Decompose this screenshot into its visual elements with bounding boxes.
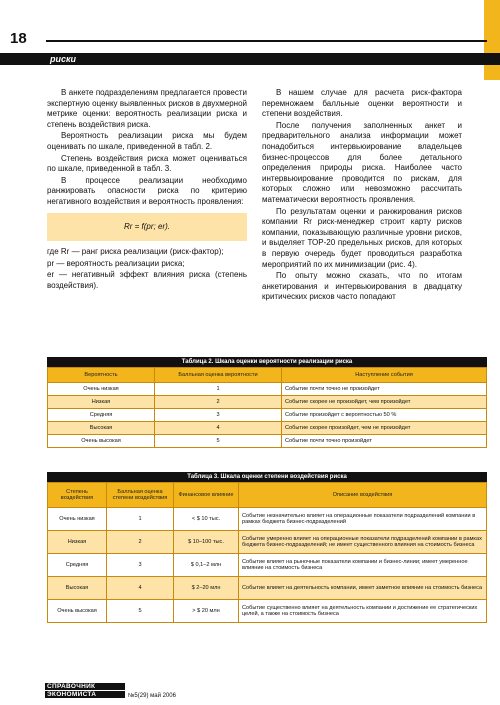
column-header: Вероятность <box>48 368 155 383</box>
table-cell: Очень низкая <box>48 508 107 531</box>
table-cell: Событие почти точно произойдет <box>282 435 487 448</box>
paragraph: По опыту можно сказать, что по итогам анкетирования и интервьюирования в двадцатку критических рисков часто попадают <box>262 271 462 302</box>
impact-scale-table <box>47 472 487 623</box>
table-cell: 4 <box>107 577 174 600</box>
paragraph: Степень воздействия риска может оцениваться по шкале, приведенной в табл. 3. <box>47 153 247 174</box>
table-cell: $ 0,1–2 млн <box>174 554 239 577</box>
column-header: Степень воздействия <box>48 483 107 508</box>
logo-line: СПРАВОЧНИК <box>45 683 125 690</box>
table-cell: 4 <box>155 422 282 435</box>
table-row <box>48 409 487 422</box>
table-row <box>48 422 487 435</box>
table-cell: Событие почти точно не произойдет <box>282 383 487 396</box>
section-label: риски <box>50 54 77 64</box>
table-cell: Высокая <box>48 422 155 435</box>
column-header: Балльная оценка степени воздействия <box>107 483 174 508</box>
table-row <box>48 600 487 623</box>
table-cell: Низкая <box>48 396 155 409</box>
table-cell: Событие существенно влияет на деятельность компании и достижение ее стратегических целей, а также на стоимость бизнеса <box>239 600 487 623</box>
table-header-row <box>48 368 487 383</box>
table-cell: Событие произойдет с вероятностью 50 % <box>282 409 487 422</box>
table-row <box>48 508 487 531</box>
paragraph: В нашем случае для расчета риск-фактора перемножаем балльные оценки вероятности и степени воздействия. <box>262 88 462 119</box>
table-cell: 1 <box>155 383 282 396</box>
table-header-row <box>48 483 487 508</box>
column-header: Финансовое влияние <box>174 483 239 508</box>
paragraph: По результатам оценки и ранжирования рисков компании Rr риск-менеджер строит карту рисков компании, показывающую различные уровни рисков, и выделяет ТОР-20 предельных рисков, для которых в первую очередь будет проводиться разработка мероприятий по их минимизации (рис. 4). <box>262 206 462 269</box>
table-cell: 1 <box>107 508 174 531</box>
table-cell: 2 <box>107 531 174 554</box>
table-row <box>48 554 487 577</box>
table-row <box>48 383 487 396</box>
table-cell: Низкая <box>48 531 107 554</box>
magazine-logo <box>45 683 125 699</box>
section-bar <box>0 53 500 65</box>
formula-box <box>47 213 247 242</box>
table-row <box>48 396 487 409</box>
table-cell: Событие влияет на рыночные показатели компании и бизнес-линии; имеет умеренное влияние на стоимость бизнеса <box>239 554 487 577</box>
table-cell: Очень низкая <box>48 383 155 396</box>
table-cell: Очень высокая <box>48 435 155 448</box>
table-cell: Средняя <box>48 409 155 422</box>
probability-scale-table <box>47 357 487 448</box>
table-cell: Высокая <box>48 577 107 600</box>
table-cell: Событие незначительно влияет на операционные показатели подразделений компании в рамках бюджета бизнес-подразделений <box>239 508 487 531</box>
table-cell: < $ 10 тыс. <box>174 508 239 531</box>
column-header: Наступление события <box>282 368 487 383</box>
table-caption: Таблица 2. Шкала оценки вероятности реализации риска <box>47 357 487 367</box>
table-row <box>48 435 487 448</box>
page-number: 18 <box>10 30 27 47</box>
table-cell: 3 <box>155 409 282 422</box>
definition: где Rr — ранг риска реализации (риск-фактор); <box>47 247 224 257</box>
table-cell: 3 <box>107 554 174 577</box>
table-row <box>48 531 487 554</box>
logo-line: ЭКОНОМИСТА <box>45 691 125 698</box>
table-cell: 5 <box>107 600 174 623</box>
table-cell: 5 <box>155 435 282 448</box>
paragraph: В процессе реализации необходимо ранжировать опасности риска по критерию негативного воздействия и вероятность проявления: <box>47 175 247 206</box>
table-cell: Средняя <box>48 554 107 577</box>
table-cell: $ 10–100 тыс. <box>174 531 239 554</box>
table-cell: Событие скорее не произойдет, чем произойдет <box>282 396 487 409</box>
paragraph: После получения заполненных анкет и предварительного анализа информации может понадобиться интервьюирование владельцев бизнес-процессов для более детального определения природы риска. Наиболее часто интервьюирование проводится по рискам, для которых сложно или невозможно рассчитать математически вероятность проявления. <box>262 120 462 204</box>
table-row <box>48 577 487 600</box>
formula: Rr = f(pr; er). <box>123 221 170 231</box>
left-column <box>47 88 247 293</box>
table-caption: Таблица 3. Шкала оценки степени воздействия риска <box>47 472 487 482</box>
paragraph: В анкете подразделениям предлагается провести экспертную оценку выявленных рисков в двухмерной метрике оценки: вероятность реализации риска и степень воздействия риска. <box>47 88 247 129</box>
table-cell: Событие влияет на деятельность компании, имеет заметное влияние на стоимость бизнеса <box>239 577 487 600</box>
column-header: Балльная оценка вероятности <box>155 368 282 383</box>
column-header: Описание воздействия <box>239 483 487 508</box>
definition: er — негативный эффект влияния риска (степень воздействия). <box>47 270 247 290</box>
table-cell: 2 <box>155 396 282 409</box>
definition: pr — вероятность реализации риска; <box>47 258 185 268</box>
table-cell: $ 2–20 млн <box>174 577 239 600</box>
header-rule <box>46 40 487 42</box>
table-cell: Очень высокая <box>48 600 107 623</box>
table-cell: > $ 20 млн <box>174 600 239 623</box>
table-cell: Событие умеренно влияет на операционные показатели подразделений компании в рамках бюджета бизнес-подразделений; не имеет существенного влияния на стоимость бизнеса <box>239 531 487 554</box>
table-cell: Событие скорее произойдет, чем не произойдет <box>282 422 487 435</box>
right-column <box>262 88 462 304</box>
issue-info: №5(29) май 2006 <box>128 693 176 699</box>
paragraph: Вероятность реализации риска мы будем оценивать по шкале, приведенной в табл. 2. <box>47 131 247 151</box>
